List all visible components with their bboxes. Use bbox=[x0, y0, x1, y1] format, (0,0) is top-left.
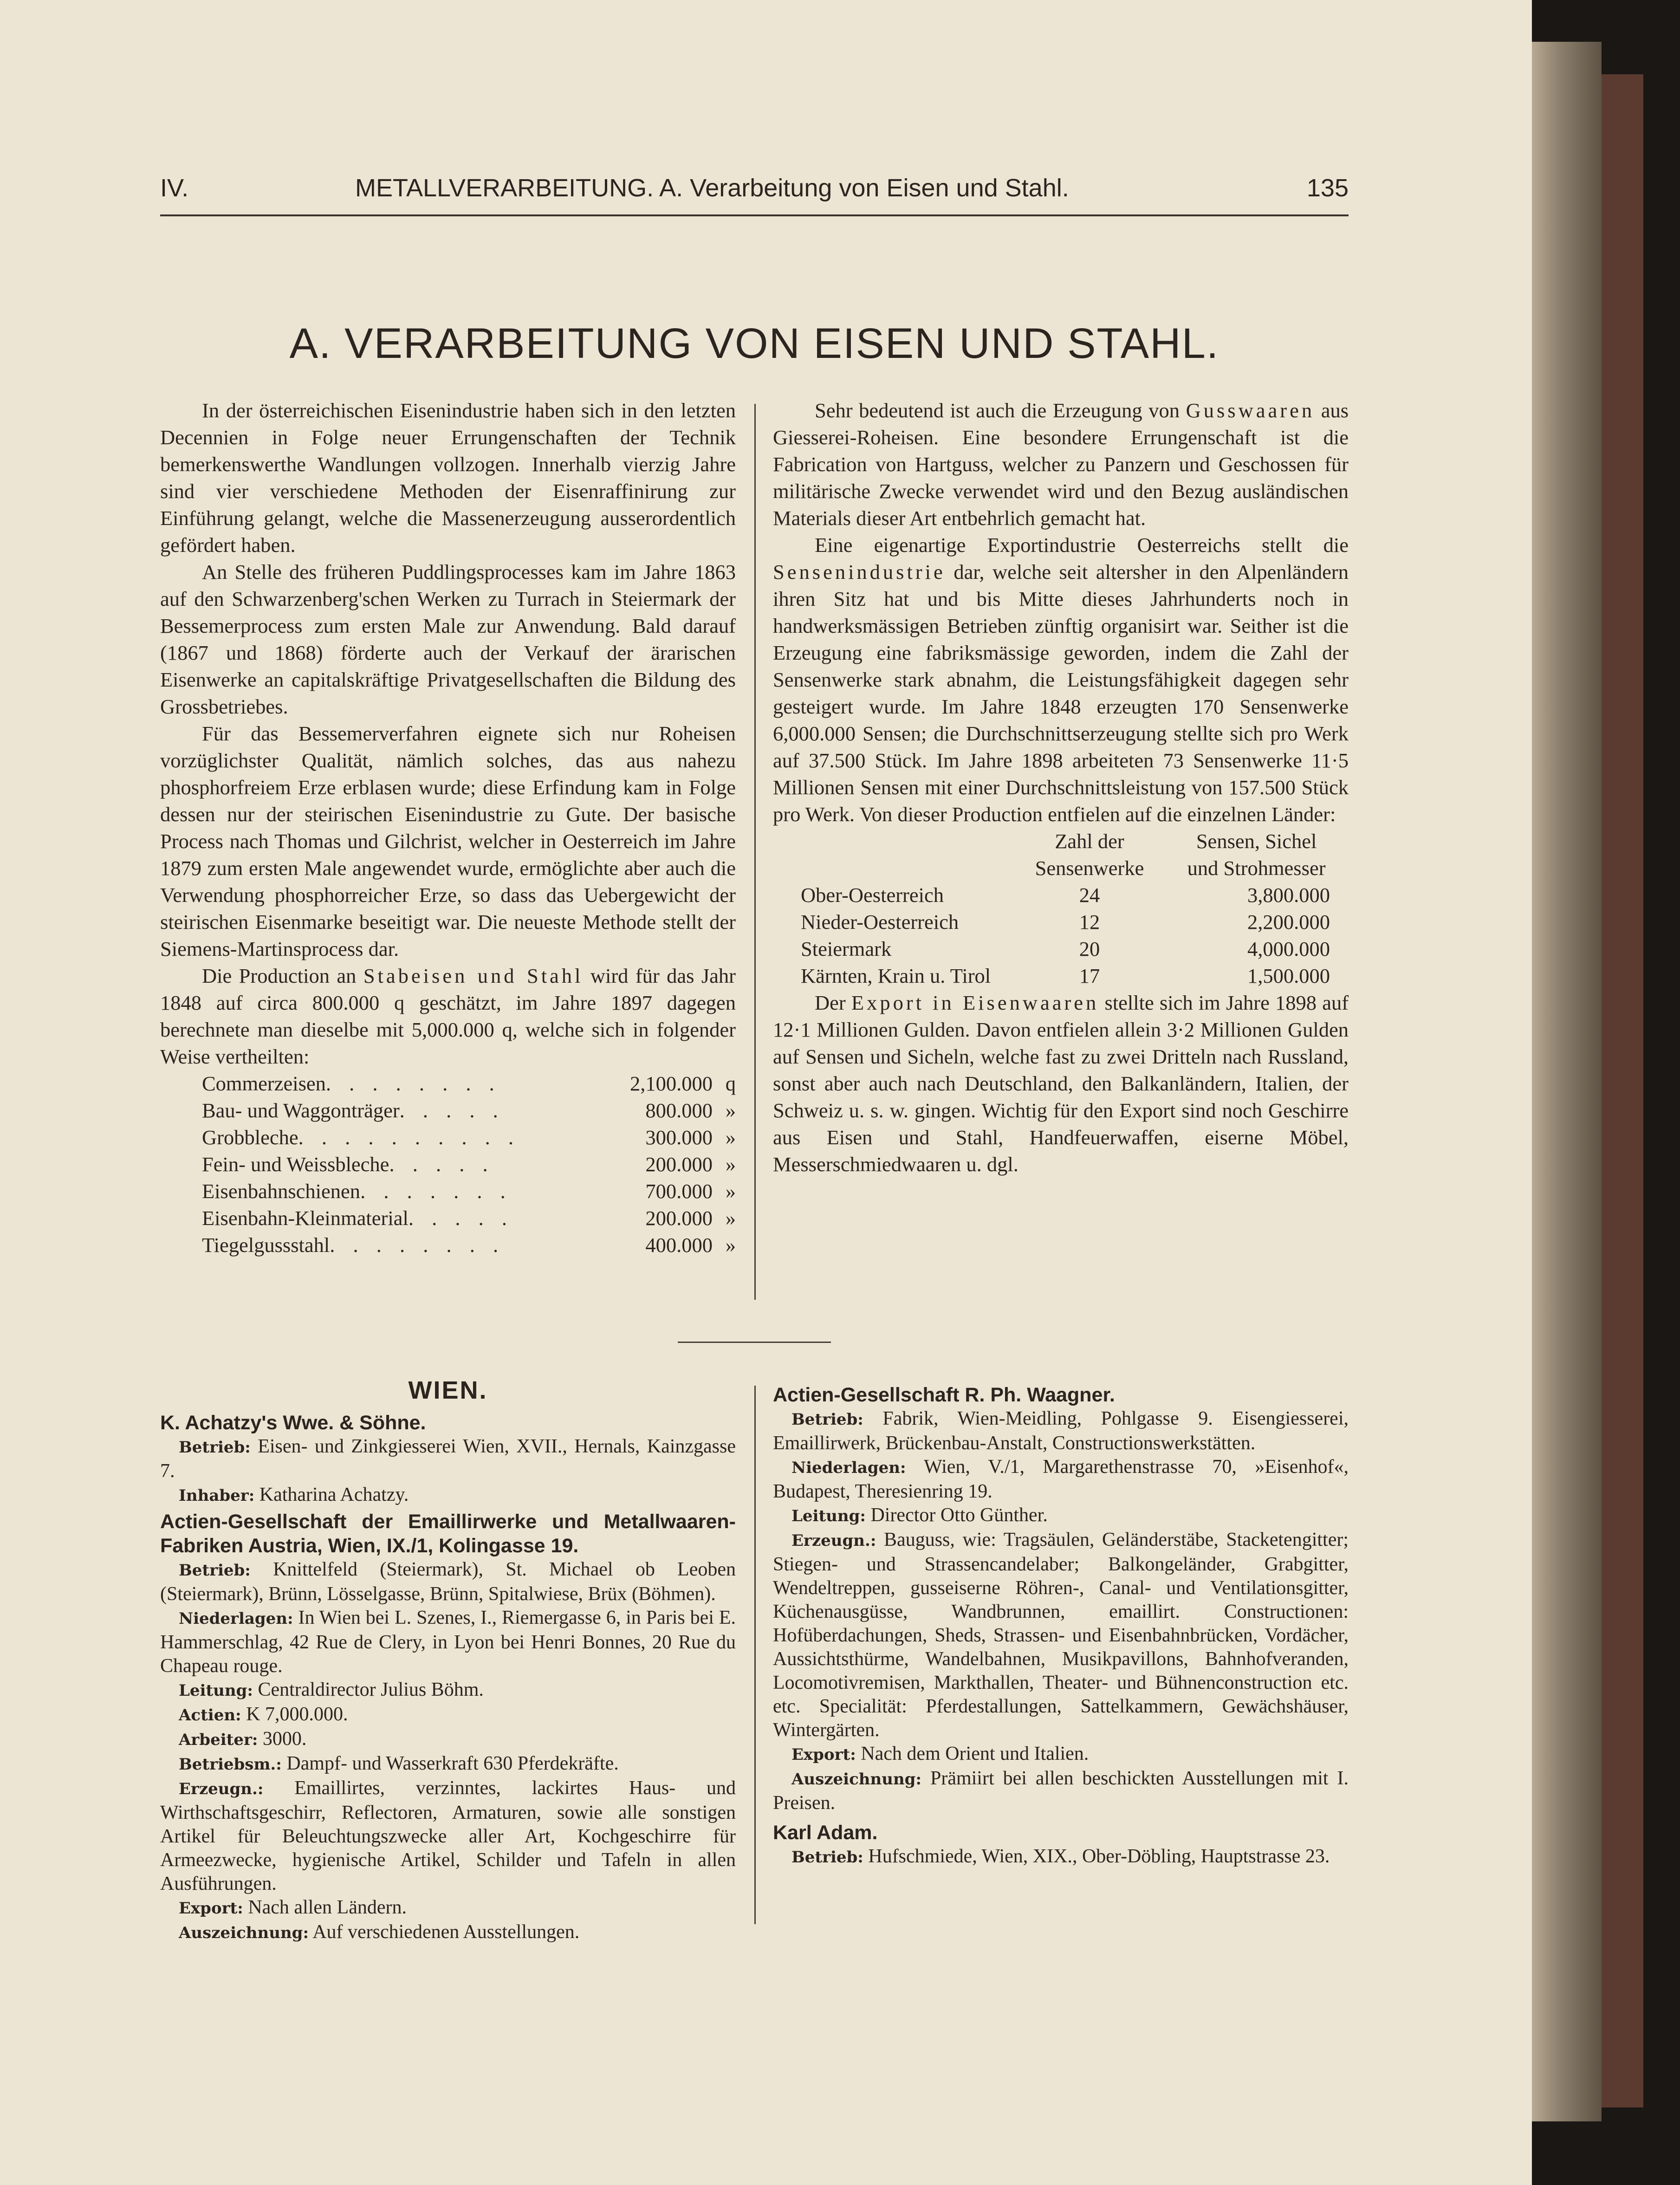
table-cell bbox=[773, 855, 1015, 882]
text-run: wird für das Jahr 1848 auf circa 800.000 q geschätzt, im Jahre 1897 dagegen berechnete man dieselbe mit 5,000.000 q, welche sich in folgender Weise vertheilten: bbox=[160, 964, 736, 1068]
leader-dots: . . . . . . . . bbox=[330, 1233, 505, 1257]
field-text: Dampf- und Wasserkraft 630 Pferdekräfte. bbox=[286, 1753, 619, 1774]
item-value: 200.000 bbox=[645, 1153, 713, 1176]
running-header bbox=[160, 167, 1349, 209]
leader-dots: . . . . . . . . bbox=[325, 1072, 501, 1095]
leader-dots: . . . . . . . bbox=[360, 1180, 512, 1203]
field-label: Export: bbox=[791, 1745, 856, 1764]
field-text: Nach dem Orient und Italien. bbox=[861, 1743, 1089, 1764]
field-label: Auszeichnung: bbox=[791, 1770, 922, 1789]
page-number: 135 bbox=[1306, 174, 1349, 202]
table-cell: 20 bbox=[1079, 937, 1100, 960]
table-header: Sensen, Sichel bbox=[1196, 830, 1317, 853]
entry-line bbox=[160, 1558, 736, 1606]
field-label: Betrieb: bbox=[179, 1438, 251, 1457]
table-cell: Ober-Oesterreich bbox=[801, 883, 944, 907]
header-rule bbox=[160, 214, 1349, 216]
entry-line bbox=[773, 1767, 1349, 1815]
item-unit: » bbox=[725, 1206, 736, 1230]
item-name: Grobbleche bbox=[202, 1126, 298, 1149]
field-text: Bauguss, wie: Tragsäulen, Geländerstäbe, Stacketengitter; Stiegen- und Strassencandelaber; Balkongeländer, Grabgitter, Wendeltreppen, gusseiserne Röhren-, Canal- und Ventilationsgitter, Küchenausgüsse, Wandbrunnen, emaillirt. Constructionen: Hofüberdachungen, Sheds, Strassen- und Eisenbahnbrücken, Vordächer, Aussichtsthürme, Wandelbahnen, Musikpavillons, Bahnhofveranden, Locomotivremisen, Markthallen, Theater- und Bühnenconstruction etc. etc. Specialität: Pferdestallungen, Sattelkammern, Gewächshäuser, Wintergärten. bbox=[773, 1529, 1349, 1741]
entry-line bbox=[160, 1777, 736, 1896]
paragraph bbox=[160, 962, 736, 1070]
directory-right bbox=[773, 1381, 1349, 1869]
field-label: Erzeugn.: bbox=[791, 1531, 876, 1550]
field-text: Wien, V./1, Margarethenstrasse 70, »Eisenhof«, Budapest, Theresienring 19. bbox=[773, 1456, 1349, 1502]
field-label: Export: bbox=[179, 1899, 243, 1918]
paragraph: In der österreichischen Eisenindustrie haben sich in den letzten Decennien in Folge neuer Errungenschaften der Technik bemerkenswerthe Wandlungen vollzogen. Innerhalb vierzig Jahre sind vier verschiedene Methoden der Eisenraffinirung zur Einführung gelangt, welche die Massenerzeugung ausserordentlich gefördert haben. bbox=[160, 399, 736, 557]
entry-line bbox=[773, 1845, 1349, 1869]
field-text: Fabrik, Wien-Meidling, Pohlgasse 9. Eisengiesserei, Emaillirwerk, Brückenbau-Anstalt, Constructionswerkstätten. bbox=[773, 1408, 1349, 1454]
table-row bbox=[773, 882, 1349, 908]
table-header: und Strohmesser bbox=[1187, 856, 1326, 880]
leader-dots: . . . . . bbox=[399, 1099, 505, 1122]
entry-line bbox=[160, 1920, 736, 1945]
table-cell: 1,500.000 bbox=[1247, 964, 1330, 987]
text-run: stellte sich im Jahre 1898 auf 12·1 Millionen Gulden. Davon entfielen allein 3·2 Millionen Gulden auf Sensen und Sicheln, welche fast zu zwei Dritteln nach Russland, sonst aber auch nach Deutschland, den Balkanländern, Italien, der Schweiz u. s. w. gingen. Wichtig für den Export sind noch Geschirre aus Eisen und Stahl, Handfeuerwaffen, eiserne Möbel, Messerschmiedwaaren u. dgl. bbox=[773, 991, 1349, 1176]
item-unit: » bbox=[725, 1099, 736, 1122]
field-label: Niederlagen: bbox=[791, 1459, 906, 1477]
table-row bbox=[773, 935, 1349, 962]
item-name: Eisenbahn-Kleinmaterial bbox=[202, 1206, 409, 1230]
table-cell: 4,000.000 bbox=[1247, 937, 1330, 960]
book-cover-edge bbox=[1602, 74, 1643, 2107]
field-text: 3000. bbox=[262, 1728, 307, 1750]
spaced-text: Sensenindustrie bbox=[773, 560, 946, 584]
field-text: In Wien bei L. Szenes, I., Riemergasse 6, in Paris bei E. Hammerschlag, 42 Rue de Clery, in Lyon bei Henri Bonnes, 20 Rue du Chapeau rouge. bbox=[160, 1607, 736, 1677]
table-header: Sensenwerke bbox=[1035, 856, 1144, 880]
entry-line bbox=[773, 1742, 1349, 1767]
field-label: Niederlagen: bbox=[179, 1609, 293, 1628]
field-label: Erzeugn.: bbox=[179, 1780, 264, 1798]
field-label: Betrieb: bbox=[179, 1561, 251, 1580]
column-divider bbox=[754, 1386, 756, 1924]
field-label: Betriebsm.: bbox=[179, 1755, 282, 1774]
field-text: Auf verschiedenen Ausstellungen. bbox=[312, 1921, 580, 1943]
table-cell: 3,800.000 bbox=[1247, 883, 1330, 907]
field-text: Hufschmiede, Wien, XIX., Ober-Döbling, Hauptstrasse 23. bbox=[868, 1846, 1330, 1867]
entry-line bbox=[160, 1606, 736, 1678]
field-text: Knittelfeld (Steiermark), St. Michael ob Leoben (Steiermark), Brünn, Lösselgasse, Brünn, Spitalwiese, Brüx (Böhmen). bbox=[160, 1559, 736, 1605]
field-label: Actien: bbox=[179, 1706, 241, 1725]
field-label: Auszeichnung: bbox=[179, 1924, 309, 1942]
item-unit: q bbox=[725, 1072, 736, 1095]
text-run: Die Production an bbox=[202, 964, 357, 987]
spaced-text: Gusswaaren bbox=[1186, 399, 1315, 422]
paragraph: Für das Bessemerverfahren eignete sich nur Roheisen vorzüglichster Qualität, nämlich solches, das aus nahezu phosphorfreiem Erze erblasen wurde; diese Erfindung kam in Folge dessen nur der steirischen Eisenindustrie zu Gute. Der basische Process nach Thomas und Gilchrist, welcher in Oesterreich im Jahre 1879 zum ersten Male angewendet wurde, ermöglichte aber auch die Verwendung phosphorreicher Erze, so dass das Uebergewicht der steirischen Eisenmarke beseitigt war. Die neueste Methode stellt der Siemens-Martinsprocess dar. bbox=[160, 722, 736, 960]
text-run: Der bbox=[815, 991, 846, 1014]
city-heading: WIEN. bbox=[408, 1376, 488, 1404]
leader-dots: . . . . . bbox=[389, 1153, 494, 1176]
entry-line bbox=[773, 1455, 1349, 1504]
production-list bbox=[160, 1070, 736, 1258]
item-value: 300.000 bbox=[645, 1126, 713, 1149]
table-header-row bbox=[773, 855, 1349, 882]
table-header: Zahl der bbox=[1055, 830, 1124, 853]
item-name: Tiegelgussstahl bbox=[202, 1233, 330, 1257]
field-label: Betrieb: bbox=[791, 1410, 863, 1429]
leader-dots: . . . . . . . . . . bbox=[298, 1126, 520, 1149]
text-run: dar, welche seit altersher in den Alpenländern ihren Sitz hat und bis Mitte dieses Jahrhunderts noch in handwerksmässigen Betrieben zünftig organisirt war. Seither ist die Erzeugung eine fabriksmässige geworden, indem die Zahl der Sensenwerke stark abnahm, die Leistungsfähigkeit dagegen sehr gesteigert wurde. Im Jahre 1848 erzeugten 170 Sensenwerke 6,000.000 Sensen; die Durchschnittserzeugung stellte sich pro Werk auf 37.500 Stück. Im Jahre 1898 arbeiteten 73 Sensenwerke 11·5 Millionen Sensen mit einer Durchschnittsleistung von 157.500 Stück pro Werk. Von dieser Production entfielen auf die einzelnen Länder: bbox=[773, 560, 1349, 826]
item-unit: » bbox=[725, 1180, 736, 1203]
text-run: Eine eigenartige Exportindustrie Oesterreichs stellt die bbox=[815, 533, 1349, 557]
text-run: Sehr bedeutend ist auch die Erzeugung von bbox=[815, 399, 1180, 422]
item-name: Fein- und Weissbleche bbox=[202, 1153, 389, 1176]
item-name: Eisenbahnschienen bbox=[202, 1180, 361, 1203]
table-cell: Steiermark bbox=[801, 937, 892, 960]
field-text: Emaillirtes, verzinntes, lackirtes Haus- und Wirthschaftsgeschirr, Reflectoren, Armaturen, sowie alle sonstigen Artikel für Beleuchtungszwecke aller Art, Kochgeschirre für Armeezwecke, hygienische Artikel, Schilder und Tafeln in allen Ausführungen. bbox=[160, 1777, 736, 1894]
item-name: Commerzeisen bbox=[202, 1072, 326, 1095]
field-text: Prämiirt bei allen beschickten Ausstellungen mit I. Preisen. bbox=[773, 1768, 1349, 1814]
entry-line bbox=[160, 1727, 736, 1752]
field-text: Eisen- und Zinkgiesserei Wien, XVII., Hernals, Kainzgasse 7. bbox=[160, 1436, 736, 1482]
table-row bbox=[773, 908, 1349, 935]
entry-line bbox=[160, 1483, 736, 1508]
book-spine bbox=[1532, 42, 1602, 2121]
entry-line bbox=[773, 1528, 1349, 1742]
entry-line bbox=[160, 1678, 736, 1703]
section-number: IV. bbox=[160, 174, 189, 202]
entry-line bbox=[160, 1752, 736, 1777]
paragraph: An Stelle des früheren Puddlingsprocesses kam im Jahre 1863 auf den Schwarzenberg'schen Werken zu Turrach in Steiermark der Bessemerprocess zum ersten Male zur Anwendung. Bald darauf (1867 und 1868) förderte auch der Verkauf der ärarischen Eisenwerke an capitalskräftige Privatgesellschaften die Bildung des Grossbetriebes. bbox=[160, 560, 736, 718]
scythe-table bbox=[773, 828, 1349, 989]
field-text: Director Otto Günther. bbox=[870, 1504, 1048, 1526]
firm-name: Actien-Gesellschaft der Emaillirwerke und Metallwaaren-Fabriken Austria, Wien, IX./1, Kolingasse 19. bbox=[160, 1511, 736, 1557]
chapter-title: A. VERARBEITUNG VON EISEN UND STAHL. bbox=[289, 320, 1219, 367]
table-cell: Kärnten, Krain u. Tirol bbox=[801, 964, 991, 987]
table-cell bbox=[773, 828, 1015, 855]
table-cell: 12 bbox=[1079, 910, 1100, 934]
entry-line bbox=[773, 1504, 1349, 1528]
left-column bbox=[160, 397, 736, 1258]
entry-line bbox=[160, 1703, 736, 1727]
item-value: 700.000 bbox=[645, 1180, 713, 1203]
table-header-row bbox=[773, 828, 1349, 855]
list-item bbox=[202, 1178, 736, 1205]
spaced-text: Stabeisen und Stahl bbox=[363, 964, 584, 987]
firm-name: Karl Adam. bbox=[773, 1822, 878, 1844]
entry-line bbox=[160, 1435, 736, 1483]
paragraph bbox=[773, 989, 1349, 1178]
field-text: Nach allen Ländern. bbox=[248, 1897, 407, 1918]
table-cell: Nieder-Oesterreich bbox=[801, 910, 959, 934]
column-divider bbox=[754, 404, 756, 1300]
paragraph bbox=[773, 397, 1349, 532]
directory-left bbox=[160, 1372, 736, 1945]
item-value: 800.000 bbox=[645, 1099, 713, 1122]
list-item bbox=[202, 1070, 736, 1097]
paragraph bbox=[773, 532, 1349, 828]
field-text: K 7,000.000. bbox=[246, 1704, 348, 1725]
item-unit: » bbox=[725, 1126, 736, 1149]
field-text: Centraldirector Julius Böhm. bbox=[258, 1679, 484, 1700]
field-label: Inhaber: bbox=[179, 1486, 255, 1505]
list-item bbox=[202, 1205, 736, 1232]
running-title: METALLVERARBEITUNG. A. Verarbeitung von Eisen und Stahl. bbox=[355, 174, 1069, 202]
item-name: Bau- und Waggonträger bbox=[202, 1099, 400, 1122]
field-label: Leitung: bbox=[791, 1507, 866, 1525]
list-item bbox=[202, 1097, 736, 1124]
item-value: 200.000 bbox=[645, 1206, 713, 1230]
text-run: aus Giesserei-Roheisen. Eine besondere Errungenschaft ist die Fabrication von Hartguss, welcher zu Panzern und Geschossen für militärische Zwecke verwendet wird und den Bezug ausländischen Materials dieser Art entbehrlich gemacht hat. bbox=[773, 399, 1349, 530]
spaced-text: Export in Eisenwaaren bbox=[851, 991, 1099, 1014]
leader-dots: . . . . . bbox=[408, 1206, 513, 1230]
field-label: Arbeiter: bbox=[179, 1731, 258, 1749]
field-text: Katharina Achatzy. bbox=[259, 1484, 409, 1505]
field-label: Leitung: bbox=[179, 1681, 253, 1700]
firm-name: K. Achatzy's Wwe. & Söhne. bbox=[160, 1412, 426, 1434]
list-item bbox=[202, 1151, 736, 1178]
item-unit: » bbox=[725, 1153, 736, 1176]
list-item bbox=[202, 1124, 736, 1151]
table-cell: 2,200.000 bbox=[1247, 910, 1330, 934]
section-divider bbox=[678, 1342, 831, 1343]
right-column bbox=[773, 397, 1349, 1178]
table-cell: 17 bbox=[1079, 964, 1100, 987]
table-row bbox=[773, 962, 1349, 989]
firm-name: Actien-Gesellschaft R. Ph. Waagner. bbox=[773, 1384, 1115, 1406]
item-value: 2,100.000 bbox=[630, 1072, 713, 1095]
item-value: 400.000 bbox=[645, 1233, 713, 1257]
entry-line bbox=[773, 1407, 1349, 1455]
table-cell: 24 bbox=[1079, 883, 1100, 907]
list-item bbox=[202, 1232, 736, 1258]
entry-line bbox=[160, 1896, 736, 1920]
item-unit: » bbox=[725, 1233, 736, 1257]
field-label: Betrieb: bbox=[791, 1848, 863, 1867]
